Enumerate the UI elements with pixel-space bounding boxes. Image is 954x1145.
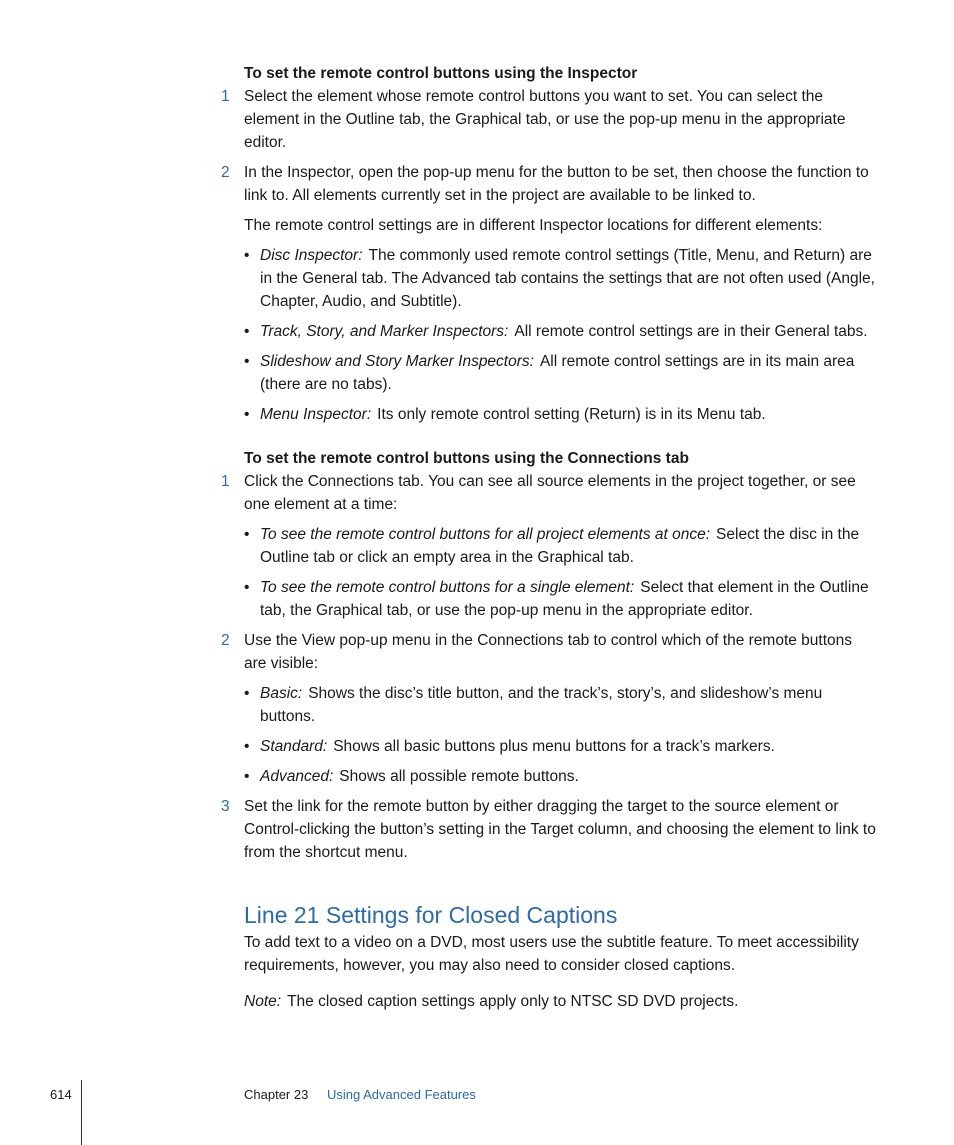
bullet-term: To see the remote control buttons for a single element:	[260, 579, 635, 596]
bullet-term: Standard:	[260, 738, 328, 755]
bullet-glyph: •	[244, 579, 250, 596]
bullet-glyph: •	[244, 738, 250, 755]
step-text: Click the Connections tab. You can see all source elements in the project together, or see one element at a time:	[244, 473, 856, 513]
bullet-glyph: •	[244, 323, 250, 340]
bullet-glyph: •	[244, 768, 250, 785]
procedure-title-inspector: To set the remote control buttons using the Inspector	[244, 65, 638, 82]
bullet-term: Advanced:	[260, 768, 334, 785]
list-item	[244, 320, 876, 343]
bullet-term: Basic:	[260, 685, 303, 702]
step-number: 2	[221, 632, 230, 649]
list-item	[244, 523, 876, 569]
bullet-glyph: •	[244, 247, 250, 264]
bullet-text: Shows all basic buttons plus menu buttons for a track’s markers.	[333, 738, 775, 755]
step-text: Set the link for the remote button by either dragging the target to the source element or Control-clicking the button’s setting in the Target column, and choosing the element to link to from the shortcut menu.	[244, 798, 876, 861]
step-text: In the Inspector, open the pop-up menu for the button to be set, then choose the function to link to. All elements currently set in the project are available to be linked to.	[244, 164, 869, 204]
footer-chapter-title-link[interactable]: Using Advanced Features	[327, 1087, 476, 1102]
list-item	[244, 244, 876, 313]
step-number: 1	[221, 473, 230, 490]
section-body: To add text to a video on a DVD, most users use the subtitle feature. To meet accessibility requirements, however, you may also need to consider closed captions.	[244, 934, 859, 974]
bullet-text: Shows the disc’s title button, and the track’s, story’s, and slideshow’s menu buttons.	[260, 685, 823, 725]
list-item	[244, 576, 876, 622]
list-item	[244, 735, 876, 758]
page-number: 614	[50, 1087, 72, 1102]
bullet-text: Its only remote control setting (Return) is in its Menu tab.	[377, 406, 766, 423]
bullet-text: Select that element in the Outline tab, the Graphical tab, or use the pop-up menu in the appropriate editor.	[260, 579, 869, 619]
bullet-term: Track, Story, and Marker Inspectors:	[260, 323, 509, 340]
bullet-text: All remote control settings are in its main area (there are no tabs).	[260, 353, 855, 393]
footer-chapter: Chapter 23	[244, 1087, 309, 1102]
bullet-text: Shows all possible remote buttons.	[339, 768, 579, 785]
list-item	[244, 682, 876, 728]
step-number: 3	[221, 798, 230, 815]
bullet-glyph: •	[244, 685, 250, 702]
note-text: The closed caption settings apply only to NTSC SD DVD projects.	[287, 993, 739, 1010]
section-heading: Line 21 Settings for Closed Captions	[244, 902, 618, 928]
note	[244, 990, 876, 1013]
bullet-glyph: •	[244, 406, 250, 423]
bullet-term: To see the remote control buttons for all project elements at once:	[260, 526, 711, 543]
note-label: Note:	[244, 993, 282, 1010]
step-text: Use the View pop-up menu in the Connections tab to control which of the remote buttons are visible:	[244, 632, 853, 672]
bullet-term: Slideshow and Story Marker Inspectors:	[260, 353, 534, 370]
bullet-text: The commonly used remote control settings (Title, Menu, and Return) are in the General tab. The Advanced tab contains the settings that are not often used (Angle, Chapter, Audio, and Subtitle).	[260, 247, 875, 310]
list-item	[244, 765, 876, 788]
bullet-text: Select the disc in the Outline tab or click an empty area in the Graphical tab.	[260, 526, 860, 566]
bullet-term: Menu Inspector:	[260, 406, 372, 423]
step-text: Select the element whose remote control buttons you want to set. You can select the element in the Outline tab, the Graphical tab, or use the pop-up menu in the appropriate editor.	[244, 88, 846, 151]
bullet-term: Disc Inspector:	[260, 247, 363, 264]
list-item	[244, 403, 876, 426]
step-number: 1	[221, 88, 230, 105]
paragraph: The remote control settings are in different Inspector locations for different elements:	[244, 217, 823, 234]
bullet-glyph: •	[244, 526, 250, 543]
footer-divider	[81, 1080, 82, 1145]
step-number: 2	[221, 164, 230, 181]
bullet-glyph: •	[244, 353, 250, 370]
procedure-title-connections: To set the remote control buttons using the Connections tab	[244, 450, 689, 467]
bullet-text: All remote control settings are in their General tabs.	[514, 323, 868, 340]
list-item	[244, 350, 876, 396]
